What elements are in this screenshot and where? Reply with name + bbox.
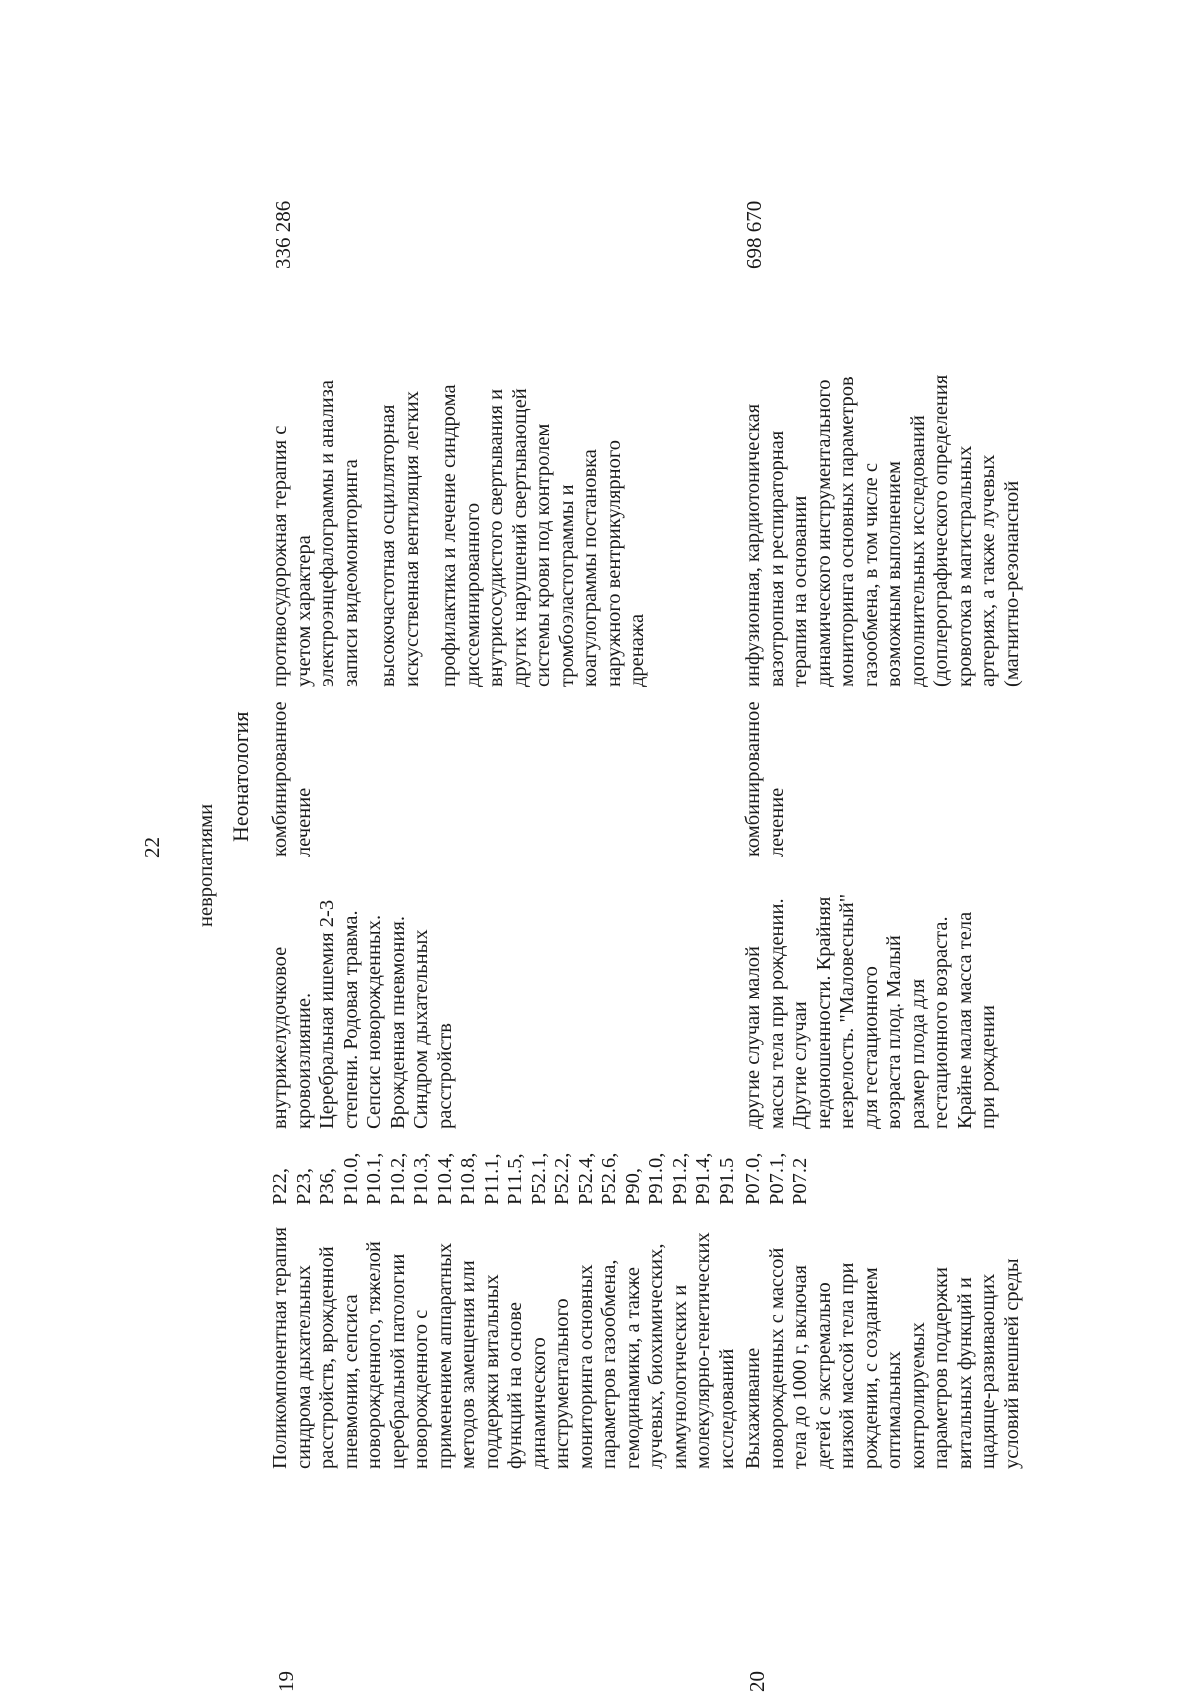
icd-code: P10.2, [386,1152,409,1205]
model-line: возраста плод. Малый [883,935,905,1129]
treatment-line: комбинированное [269,701,291,857]
name-line: низкой массой тела при [836,1262,858,1469]
icd-code: P91.5 [715,1157,738,1205]
model-line: другие случаи малой [742,946,764,1129]
method-line: внутрисосудистого свертывания и [485,388,507,687]
name-line: поддержки витальных [480,1274,503,1469]
name-line: расстройств, врожденной [316,1246,338,1469]
treatment-line: комбинированное [742,701,764,857]
name-line: динамического [527,1337,550,1469]
method-line: вазотропная и респираторная [765,430,788,687]
method-line: (доплерографического определения [930,374,952,687]
icd-code: P36, [316,1167,338,1205]
method-line: возможным выполнением [883,460,905,687]
price-value: 698 670 [742,200,766,269]
icd-code: P22, [269,1167,291,1205]
icd-code: P52.2, [551,1152,573,1205]
row-number: 20 [745,1671,769,1692]
name-line: исследований [715,1348,738,1469]
name-line: функций на основе [504,1302,526,1469]
method-line: артериях, а также лучевых [977,454,999,687]
model-line: незрелость. "Маловесный" [836,893,858,1129]
model-line: Врожденная пневмония. [386,915,409,1129]
icd-code: P10.4, [433,1152,456,1205]
icd-code: P52.4, [574,1152,597,1205]
method-line: газообмена, в том числе с [859,463,882,687]
treatment-line: лечение [765,787,788,857]
model-line: Другие случаи [789,1001,811,1129]
patient-model-cell [269,900,457,1129]
icd-code: P07.2 [789,1157,811,1205]
page-number: 22 [140,837,164,858]
icd-code: P10.3, [410,1152,432,1205]
model-line: Церебральная ишемия 2-3 [316,899,338,1129]
icd-code: P90, [621,1167,644,1205]
model-line: степени. Родовая травма. [339,910,362,1129]
name-line: параметров поддержки [930,1267,952,1469]
price-value: 336 286 [271,200,295,269]
model-line: размер плода для [906,978,929,1129]
method-line: дренажа [626,613,648,687]
model-line: Сепсис новорожденных. [363,914,385,1129]
method-line: тромбоэластограммы и [555,484,578,687]
name-line: применением аппаратных [433,1242,456,1469]
method-line: терапия на основании [789,495,811,687]
name-line: инструментального [551,1298,573,1469]
name-line: витальных функций и [953,1277,976,1469]
icd-code: P10.8, [457,1152,479,1205]
method-line: диссеминированного [461,502,484,687]
name-line: синдрома дыхательных [292,1264,315,1469]
method-line: кровотока в магистральных [953,445,976,687]
name-line: новорожденного с [410,1309,432,1469]
method-line: инфузионная, кардиотоническая [742,403,764,687]
icd-codes-cell [742,1153,813,1205]
previous-row-continuation: невропатиями [195,803,217,927]
method-line: записи видеомониторинга [339,459,362,687]
model-line: для гестационного [859,966,882,1129]
icd-code: P07.0, [742,1152,764,1205]
icd-code: P52.6, [598,1152,620,1205]
method-line: наружного вентрикулярного [602,439,625,687]
icd-code: P91.0, [645,1152,667,1205]
model-line: Крайне малая масса тела [953,911,976,1129]
name-line: новорожденного, тяжелой [363,1241,385,1469]
service-name-cell [742,1248,1024,1469]
name-line: мониторинга основных [574,1264,597,1469]
model-line: при рождении [977,1005,999,1129]
model-line: гестационного возраста. [930,916,952,1129]
name-line: пневмонии, сепсиса [339,1294,362,1469]
method-line: мониторинга основных параметров [836,376,858,687]
name-line: церебральной патологии [386,1253,409,1469]
name-line: гемодинамики, а также [621,1267,644,1469]
method-line: электроэнцефалограммы и анализа [316,380,338,687]
icd-code: P91.2, [668,1152,691,1205]
name-line: детей с экстремально [812,1282,835,1469]
name-line: тела до 1000 г, включая [789,1264,811,1469]
icd-codes-cell [269,1153,739,1205]
model-line: внутрижелудочковое [269,946,291,1129]
name-line: щадяще-развивающих [977,1273,999,1469]
model-line: недоношенности. Крайняя [812,896,835,1129]
icd-code: P11.5, [504,1153,526,1205]
service-name-cell [269,1227,739,1469]
method-line: других нарушений свертывающей [508,388,531,687]
name-line: Поликомпонентная терапия [269,1226,291,1469]
name-line: параметров газообмена, [598,1259,620,1469]
name-line: новорожденных с массой [765,1247,788,1469]
method-line: дополнительных исследований [906,415,929,687]
name-line: молекулярно-генетических [692,1232,714,1469]
method-line: коагулограммы постановка [579,449,601,687]
name-line: контролируемых [906,1322,929,1469]
method-line: профилактика и лечение синдрома [438,384,460,687]
icd-code: P07.1, [765,1152,788,1205]
treatment-type-cell [742,701,789,857]
icd-code: P91.4, [692,1152,714,1205]
model-line: кровоизлияние. [292,992,315,1129]
icd-code: P52.1, [527,1152,550,1205]
method-line: противосудорожная терапия с [269,425,291,687]
method-line: высокочастотная осцилляторная [377,404,399,687]
model-line: массы тела при рождении. [765,898,788,1129]
name-line: условий внешней среды [1000,1258,1023,1469]
model-line: Синдром дыхательных [410,929,432,1129]
section-title: Неонатология [228,711,253,842]
icd-code: P10.0, [339,1152,362,1205]
treatment-line: лечение [292,787,315,857]
method-line: системы крови под контролем [532,423,554,687]
icd-code: P10.1, [363,1152,385,1205]
name-line: лучевых, биохимических, [645,1243,667,1469]
icd-code: P23, [292,1167,315,1205]
method-line: искусственная вентиляция легких [400,390,423,687]
model-line: расстройств [433,1023,456,1129]
row-number: 19 [274,1671,298,1692]
patient-model-cell [742,894,1001,1129]
treatment-method-cell [269,380,650,687]
treatment-type-cell [269,701,316,857]
icd-code: P11.1, [480,1153,503,1205]
name-line: методов замещения или [457,1260,479,1469]
name-line: Выхаживание [742,1347,764,1469]
treatment-method-cell [742,375,1024,687]
method-line: динамического инструментального [812,379,835,687]
name-line: оптимальных [883,1351,905,1469]
method-line: учетом характера [292,535,315,687]
name-line: иммунологических и [668,1284,691,1469]
name-line: рождении, с созданием [859,1267,882,1469]
method-line: (магнитно-резонансной [1000,480,1023,687]
